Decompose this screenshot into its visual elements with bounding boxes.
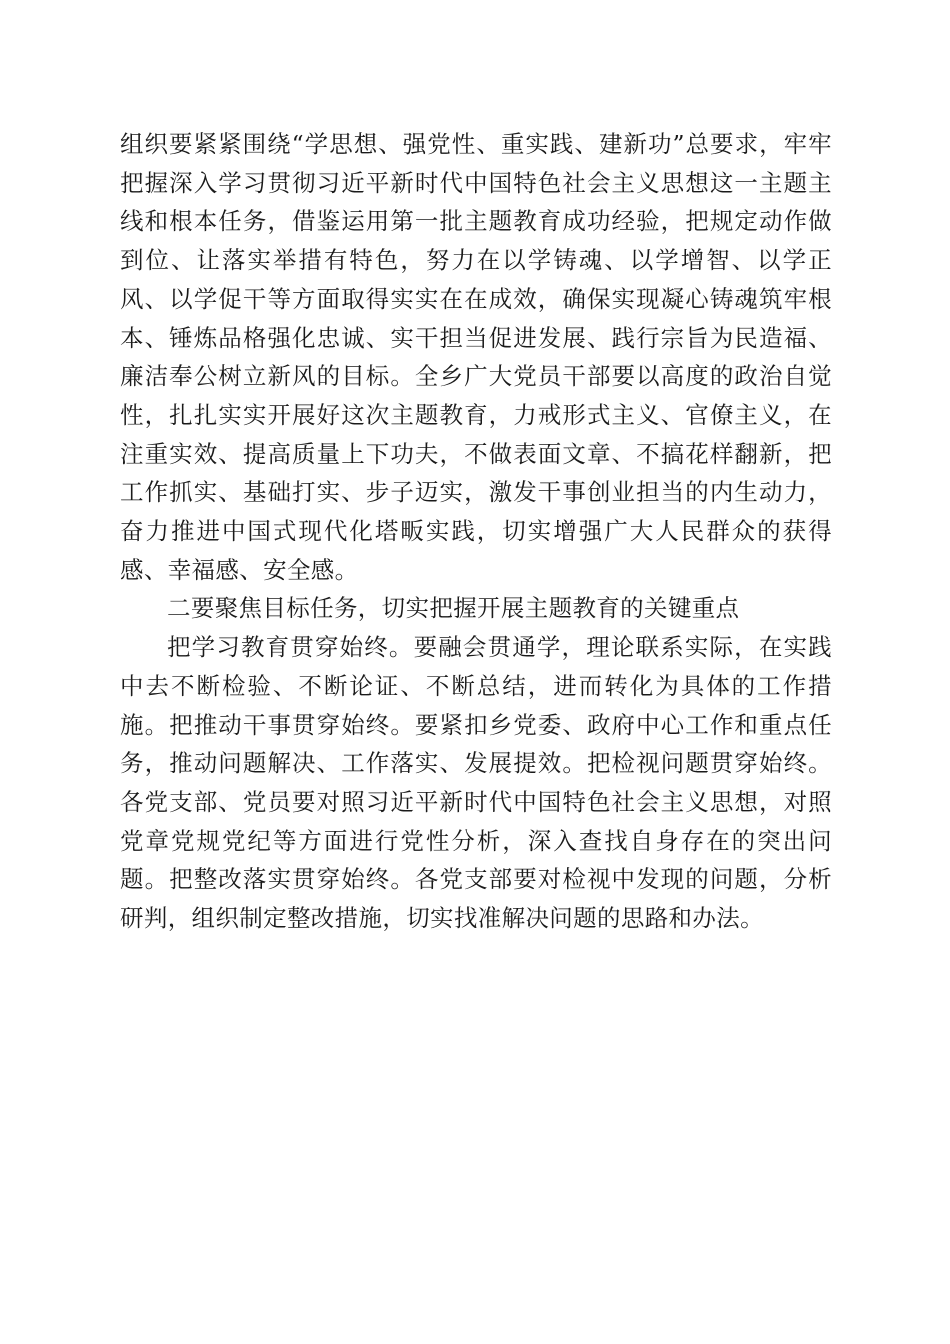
paragraph-goals: 组织要紧紧围绕“学思想、强党性、重实践、建新功”总要求，牢牢把握深入学习贯彻习近平新时代中国特色社会主义思想这一主题主线和根本任务，借鉴运用第一批主题教育成功经验，把规定动作做到位、让落实举措有特色，努力在以学铸魂、以学增智、以学正风、以学促干等方面取得实实在在成效，确保实现凝心铸魂筑牢根本、锤炼品格强化忠诚、实干担当促进发展、践行宗旨为民造福、廉洁奉公树立新风的目标。全乡广大党员干部要以高度的政治自觉性，扎扎实实开展好这次主题教育，力戒形式主义、官僚主义，在注重实效、提高质量上下功夫，不做表面文章、不搞花样翻新，把工作抓实、基础打实、步子迈实，激发干事创业担当的内生动力，奋力推进中国式现代化塔畈实践，切实增强广大人民群众的获得感、幸福感、安全感。 (120, 130, 832, 584)
document-body (120, 125, 832, 938)
section-heading-two: 二要聚焦目标任务，切实把握开展主题教育的关键重点 (167, 594, 740, 623)
paragraph-tasks: 把学习教育贯穿始终。要融会贯通学，理论联系实际，在实践中去不断检验、不断论证、不断总结，进而转化为具体的工作措施。把推动干事贯穿始终。要紧扣乡党委、政府中心工作和重点任务，推动问题解决、工作落实、发展提效。把检视问题贯穿始终。各党支部、党员要对照习近平新时代中国特色社会主义思想，对照党章党规党纪等方面进行党性分析，深入查找自身存在的突出问题。把整改落实贯穿始终。各党支部要对检视中发现的问题，分析研判，组织制定整改措施，切实找准解决问题的思路和办法。 (120, 633, 832, 933)
